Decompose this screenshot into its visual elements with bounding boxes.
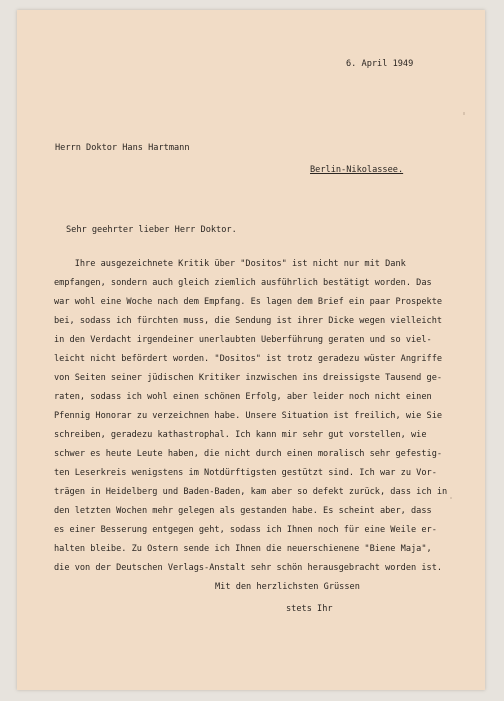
body-line: leicht nicht befördert worden. "Dositos" ist trotz geradezu wüster Angriffe bbox=[54, 354, 443, 364]
body-line: halten bleibe. Zu Ostern sende ich Ihnen die neuerschienene "Biene Maja", bbox=[54, 544, 432, 554]
letter-date: 6. April 1949 bbox=[346, 59, 414, 69]
paper-speck bbox=[450, 497, 452, 499]
body-line: es einer Besserung entgegen geht, sodass ich Ihnen noch für eine Weile er- bbox=[54, 525, 437, 535]
signoff-line: stets Ihr bbox=[286, 604, 333, 614]
body-line: war wohl eine Woche nach dem Empfang. Es lagen dem Brief ein paar Prospekte bbox=[54, 297, 443, 307]
recipient-name: Herrn Doktor Hans Hartmann bbox=[55, 143, 190, 153]
body-line: den letzten Wochen mehr gelegen als gestanden habe. Es scheint aber, dass bbox=[54, 506, 432, 516]
body-line: empfangen, sondern auch gleich ziemlich ausführlich bestätigt worden. Das bbox=[54, 278, 432, 288]
body-line: ten Leserkreis wenigstens im Notdürftigsten gestützt sind. Ich war zu Vor- bbox=[54, 468, 437, 478]
salutation: Sehr geehrter lieber Herr Doktor. bbox=[66, 225, 237, 235]
body-line: Pfennig Honorar zu verzeichnen habe. Unsere Situation ist freilich, wie Sie bbox=[54, 411, 443, 421]
body-line: Ihre ausgezeichnete Kritik über "Dositos" ist nicht nur mit Dank bbox=[54, 259, 406, 269]
body-line: trägen in Heidelberg und Baden-Baden, kam aber so defekt zurück, dass ich in bbox=[54, 487, 448, 497]
body-line: in den Verdacht irgendeiner unerlaubten Ueberführung geraten und so viel- bbox=[54, 335, 432, 345]
body-line: schreiben, geradezu kathastrophal. Ich kann mir sehr gut vorstellen, wie bbox=[54, 430, 427, 440]
paper-speck bbox=[463, 112, 465, 115]
recipient-city: Berlin-Nikolassee. bbox=[310, 165, 404, 175]
closing-line: Mit den herzlichsten Grüssen bbox=[215, 582, 360, 592]
body-line: raten, sodass ich wohl einen schönen Erfolg, aber leider noch nicht einen bbox=[54, 392, 432, 402]
body-line: die von der Deutschen Verlags-Anstalt sehr schön herausgebracht worden ist. bbox=[54, 563, 443, 573]
body-line: bei, sodass ich fürchten muss, die Sendung ist ihrer Dicke wegen vielleicht bbox=[54, 316, 443, 326]
body-line: schwer es heute Leute haben, die nicht durch einen moralisch sehr gefestig- bbox=[54, 449, 443, 459]
body-line: von Seiten seiner jüdischen Kritiker inzwischen ins dreissigste Tausend ge- bbox=[54, 373, 443, 383]
